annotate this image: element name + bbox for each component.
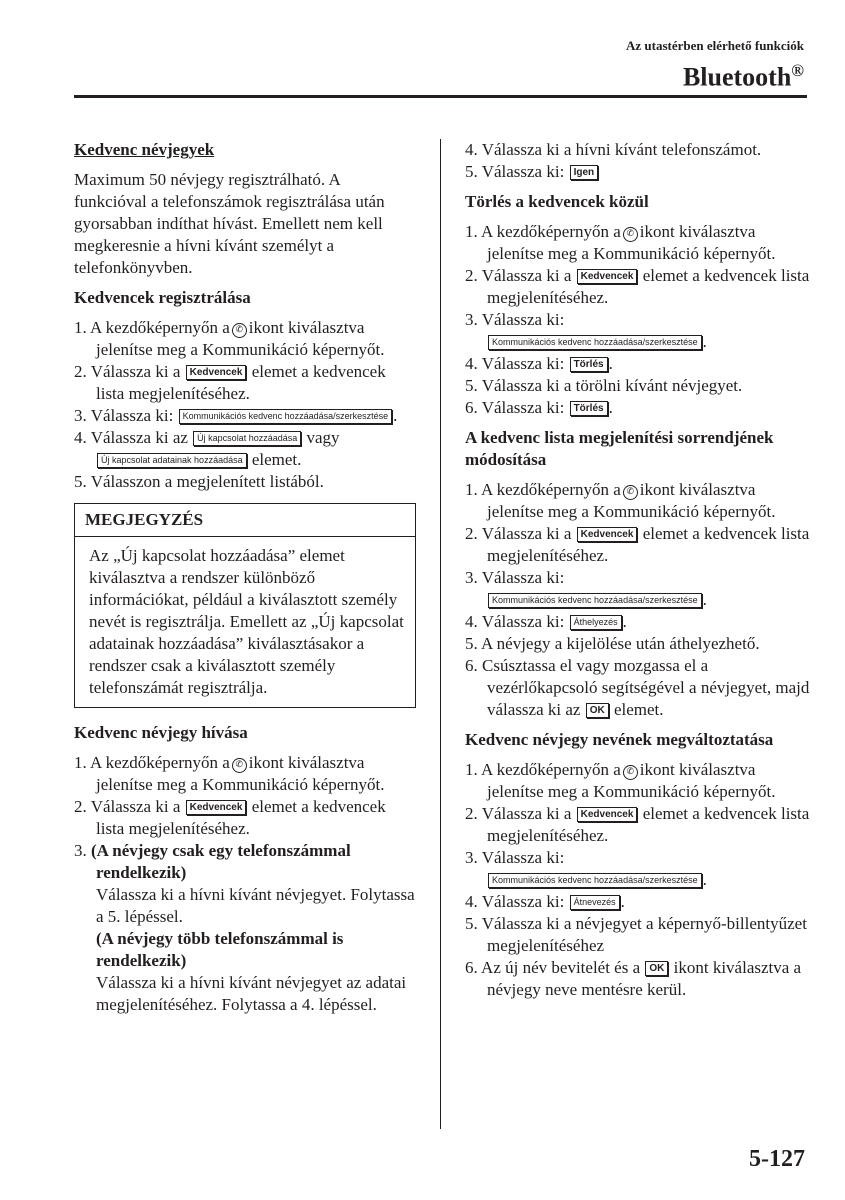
delete-button[interactable]: Törlés [570, 401, 608, 416]
header-section-title: Az utastérben elérhető funkciók [625, 38, 804, 53]
list-item: 2. Válassza ki a Kedvencek elemet a kedvencek lista megjelenítéséhez. [74, 362, 386, 403]
list-item: 2. Válassza ki a Kedvencek elemet a kedvencek lista megjelenítéséhez. [465, 266, 810, 307]
favorites-button[interactable]: Kedvencek [186, 800, 247, 815]
list-item: 1. A kezdőképernyőn a ✆ ikont kiválasztva jelenítse meg a Kommunikáció képernyőt. [465, 760, 776, 801]
steps-list [465, 139, 815, 183]
list-item: 4. Válassza ki: Törlés . [465, 354, 613, 373]
add-contact-data-button[interactable]: Új kapcsolat adatainak hozzáadása [97, 453, 247, 468]
note-heading: MEGJEGYZÉS [75, 504, 415, 537]
right-column [465, 139, 815, 1001]
list-item: 2. Válassza ki a Kedvencek elemet a kedvencek lista megjelenítéséhez. [465, 804, 810, 845]
list-item: 5. Válasszon a megjelenített listából. [74, 472, 324, 491]
add-edit-favorite-button[interactable]: Kommunikációs kedvenc hozzáadása/szerkesztése [488, 873, 702, 888]
steps-list [465, 759, 815, 1001]
subsection-heading: A kedvenc lista megjelenítési sorrendjének módosítása [465, 428, 774, 469]
subsection-heading: Törlés a kedvencek közül [465, 192, 649, 211]
list-item: 3. Válassza ki: Kommunikációs kedvenc hozzáadása/szerkesztése . [74, 406, 398, 425]
subsection-heading: Kedvencek regisztrálása [74, 288, 251, 307]
list-item: 1. A kezdőképernyőn a ✆ ikont kiválasztva jelenítse meg a Kommunikáció képernyőt. [74, 318, 385, 359]
subsection-heading: Kedvenc névjegy hívása [74, 723, 248, 742]
list-item: 4. Válassza ki: Áthelyezés . [465, 612, 627, 631]
list-item: 4. Válassza ki: Átnevezés . [465, 892, 625, 911]
add-edit-favorite-button[interactable]: Kommunikációs kedvenc hozzáadása/szerkesztése [488, 335, 702, 350]
favorites-button[interactable]: Kedvencek [186, 365, 247, 380]
favorites-button[interactable]: Kedvencek [577, 807, 638, 822]
list-item: 1. A kezdőképernyőn a ✆ ikont kiválasztva jelenítse meg a Kommunikáció képernyőt. [465, 480, 776, 521]
rename-button[interactable]: Átnevezés [570, 895, 620, 910]
list-item: 4. Válassza ki a hívni kívánt telefonszámot. [465, 140, 762, 159]
add-edit-favorite-button[interactable]: Kommunikációs kedvenc hozzáadása/szerkesztése [488, 593, 702, 608]
steps-list [74, 317, 416, 493]
phone-icon: ✆ [623, 765, 638, 780]
list-item: 5. Válassza ki a törölni kívánt névjegyet. [465, 376, 743, 395]
note-body: Az „Új kapcsolat hozzáadása” elemet kiválasztva a rendszer különböző információkat, például a kiválasztott személy nevét is regisztrálja. Emellett az „Új kapcsolat adatainak hozzáadása” kiválasztásakor a rendszer csak a kiválasztott személy telefonszámát regisztrálja. [89, 546, 404, 697]
column-divider [440, 139, 441, 1129]
list-item: 3. Válassza ki: Kommunikációs kedvenc hozzáadása/szerkesztése . [465, 848, 707, 889]
yes-button[interactable]: Igen [570, 165, 599, 180]
add-edit-favorite-button[interactable]: Kommunikációs kedvenc hozzáadása/szerkesztése [179, 409, 393, 424]
list-item: 3. Válassza ki: Kommunikációs kedvenc hozzáadása/szerkesztése . [465, 310, 707, 351]
list-item: 5. A névjegy a kijelölése után áthelyezhető. [465, 634, 760, 653]
list-item: 6. Csúsztassa el vagy mozgassa el a vezérlőkapcsoló segítségével a névjegyet, majd válassza ki az OK elemet. [465, 656, 810, 719]
list-item: 5. Válassza ki: Igen [465, 161, 815, 183]
list-item: 1. A kezdőképernyőn a ✆ ikont kiválasztva jelenítse meg a Kommunikáció képernyőt. [465, 222, 776, 263]
favorites-button[interactable]: Kedvencek [577, 527, 638, 542]
page-title: Bluetooth® [682, 61, 804, 92]
header-rule [74, 95, 807, 98]
list-item: 1. A kezdőképernyőn a ✆ ikont kiválasztva jelenítse meg a Kommunikáció képernyőt. [74, 753, 385, 794]
list-item: 6. Az új név bevitelét és a OK ikont kiválasztva a névjegy neve mentésre kerül. [465, 958, 802, 999]
note-box [74, 503, 416, 708]
phone-icon: ✆ [623, 485, 638, 500]
move-button[interactable]: Áthelyezés [570, 615, 622, 630]
ok-button[interactable]: OK [586, 703, 609, 718]
section-heading: Kedvenc névjegyek [74, 140, 215, 159]
favorites-button[interactable]: Kedvencek [577, 269, 638, 284]
add-new-contact-button[interactable]: Új kapcsolat hozzáadása [193, 431, 301, 446]
steps-list [465, 221, 815, 419]
phone-icon: ✆ [232, 758, 247, 773]
steps-list [465, 479, 815, 721]
phone-icon: ✆ [623, 227, 638, 242]
delete-button[interactable]: Törlés [570, 357, 608, 372]
list-item: 6. Válassza ki: Törlés . [465, 398, 613, 417]
page-number: 5-127 [749, 1146, 805, 1172]
steps-list [74, 752, 416, 1016]
paragraph: Maximum 50 névjegy regisztrálható. A funkcióval a telefonszámok regisztrálása után gyorsabban indíthat hívást. Emellett nem kell megkeresnie a hívni kívánt személyt a telefonkönyvben. [74, 170, 385, 277]
left-column [74, 139, 416, 1016]
list-item: 4. Válassza ki az Új kapcsolat hozzáadása vagy Új kapcsolat adatainak hozzáadása elemet. [74, 428, 340, 469]
list-item: 5. Válassza ki a névjegyet a képernyő-billentyűzet megjelenítéséhez [465, 914, 807, 955]
list-item: 3. (A névjegy csak egy telefonszámmal rendelkezik) Válassza ki a hívni kívánt névjegyet. Folytassa a 5. lépéssel. (A névjegy több telefonszámmal is rendelkezik) Válassza ki a hívni kívánt névjegyet az adatai megjelenítéséhez. Folytassa a 4. lépéssel. [74, 841, 415, 1014]
subsection-heading: Kedvenc névjegy nevének megváltoztatása [465, 730, 774, 749]
phone-icon: ✆ [232, 323, 247, 338]
list-item: 2. Válassza ki a Kedvencek elemet a kedvencek lista megjelenítéséhez. [465, 524, 810, 565]
list-item: 2. Válassza ki a Kedvencek elemet a kedvencek lista megjelenítéséhez. [74, 797, 386, 838]
ok-button[interactable]: OK [645, 961, 668, 976]
list-item: 3. Válassza ki: Kommunikációs kedvenc hozzáadása/szerkesztése . [465, 568, 707, 609]
